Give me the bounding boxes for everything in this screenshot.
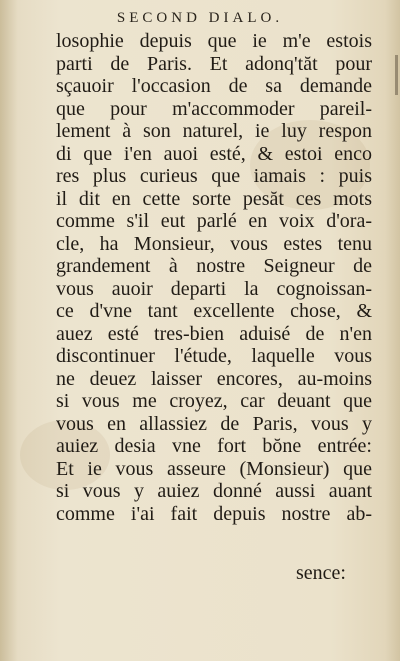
text-line: di que i'en auoi esté, & estoi enco [56,142,372,165]
text-line: Et ie vous asseure (Monsieur) que [56,457,372,480]
text-line: lement à son naturel, ie luy respon [56,120,372,142]
text-line: il dit en cette sorte pesăt ces mots [56,187,372,210]
running-title: SECOND DIALO. [116,10,284,26]
text-line: auez esté tres-bien aduisé de n'en [56,322,372,345]
text-line: que pour m'accommoder pareil- [56,97,372,120]
text-line: si vous me croyez, car deuant que [56,390,372,412]
text-line: discontinuer l'étude, laquelle vous [56,345,372,367]
text-line: ne deuez laisser encores, au-moins [56,367,372,390]
text-line: si vous y auiez donné aussi auant [56,480,372,502]
text-line: sçauoir l'occasion de sa demande [56,75,372,97]
text-line: comme s'il eut parlé en voix d'ora- [56,210,372,232]
text-line: cle, ha Monsieur, vous estes tenu [56,232,372,255]
text-line: ce d'vne tant excellente chose, & [56,300,372,322]
body-text [56,30,372,525]
page-edge-mark [395,55,398,95]
text-line: parti de Paris. Et adonq'tăt pour [56,52,372,75]
text-line: losophie depuis que ie m'e estois [56,30,372,52]
catchword: sence: [296,562,346,584]
text-line: vous en allassiez de Paris, vous y [56,412,372,435]
text-line: auiez desia vne fort bŏne entrée: [56,435,372,457]
text-line: vous auoir departi la cognoissan- [56,277,372,300]
text-line: comme i'ai fait depuis nostre ab- [56,502,372,525]
text-line: grandement à nostre Seigneur de [56,255,372,277]
text-line: res plus curieus que iamais : puis [56,165,372,187]
